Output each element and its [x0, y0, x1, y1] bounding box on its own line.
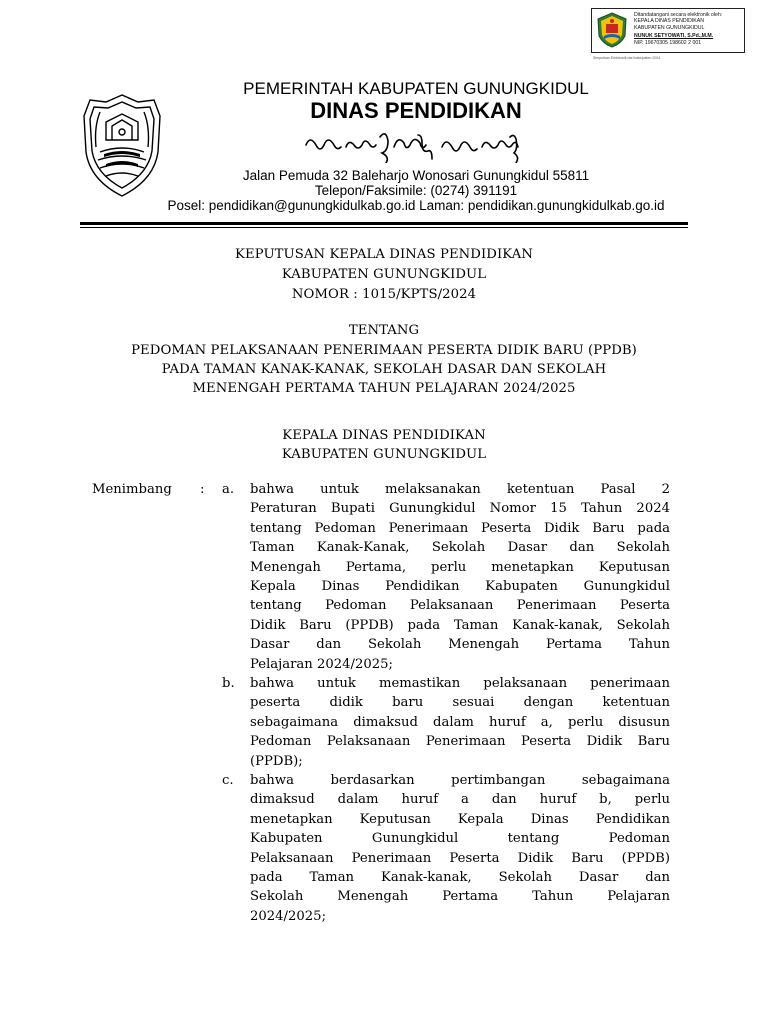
menimbang-label: Menimbang [92, 482, 172, 497]
government-name: PEMERINTAH KABUPATEN GUNUNGKIDUL [243, 79, 589, 98]
clause-text-line: bahwa untuk melaksanakan ketentuan Pasal 2 [250, 482, 670, 497]
clause-text-line: Pelajaran 2024/2025; [250, 656, 393, 672]
clause-letter: b. [222, 676, 235, 691]
decree-about-heading: TENTANG [348, 323, 420, 338]
office-address: Jalan Pemuda 32 Baleharjo Wonosari Gunungkidul 55811 [242, 168, 590, 183]
javanese-script-lettering [150, 123, 682, 163]
clause-text-line: Taman Kanak-Kanak, Sekolah Dasar dan Sekolah [250, 540, 670, 556]
decree-title-line-1: KEPUTUSAN KEPALA DINAS PENDIDIKAN [235, 247, 533, 262]
letterhead-divider-thick [80, 222, 688, 225]
clause-text-line: menetapkan Keputusan Kepala Dinas Pendidikan [250, 811, 670, 827]
clause-text-line: Sekolah Menengah Pertama Tahun Pelajaran [250, 889, 670, 905]
decree-title-line-2: KABUPATEN GUNUNGKIDUL [281, 267, 487, 282]
clause-text-line: pada Taman Kanak-kanak, Sekolah Dasar dan [250, 870, 670, 885]
clause-text-line: dimaksud dalam huruf a dan huruf b, perlu [250, 792, 670, 808]
decree-subject-line-1: PEDOMAN PELAKSANAAN PENERIMAAN PESERTA DIDIK BARU (PPDB) [131, 343, 637, 358]
signatory-name: NUNUK SETYOWATI, S.Pd.,M.M. [634, 33, 714, 40]
clause-text-line: Peraturan Bupati Gunungkidul Nomor 15 Tahun 2024 [250, 501, 670, 517]
office-email-website: Posel: pendidikan@gunungkidulkab.go.id Laman: pendidikan.gunungkidulkab.go.id [167, 198, 665, 213]
signature-line-2: KEPALA DINAS PENDIDIKAN [634, 18, 704, 25]
clause-text-line: Pedoman Pelaksanaan Penerimaan Peserta Didik Baru [250, 734, 670, 750]
clause-text-line: tentang Pedoman Pelaksanaan Penerimaan Peserta [250, 598, 670, 614]
office-phone: Telepon/Faksimile: (0274) 391191 [314, 183, 518, 198]
clause-text-line: 2024/2025; [250, 908, 327, 924]
signatory-nip: NIP. 19670305 198602 2 001 [634, 39, 702, 46]
decree-subject-line-2: PADA TAMAN KANAK-KANAK, SEKOLAH DASAR DAN SEKOLAH [161, 362, 607, 377]
signature-caption: Simpulkan Elektronik dari kabupaten 2024 [593, 56, 661, 60]
clause-letter: a. [222, 482, 235, 497]
signature-line-1: Ditandatangani secara elektronik oleh: [634, 12, 723, 18]
clause-text-line: peserta didik baru sesuai dengan ketentuan [250, 695, 670, 711]
clause-text-line: sebagaimana dimaksud dalam huruf a, perlu disusun [250, 714, 670, 730]
signature-line-3: KABUPATEN GUNUNGKIDUL [634, 24, 705, 31]
clause-letter: c. [222, 773, 234, 788]
clause-text-line: tentang Pedoman Penerimaan Peserta Didik Baru pada [250, 520, 670, 536]
clause-text-line: Didik Baru (PPDB) pada Taman Kanak-kanak, Sekolah [250, 617, 670, 633]
department-name: DINAS PENDIDIKAN [310, 98, 522, 123]
clause-text-line: Dasar dan Sekolah Menengah Pertama Tahun [250, 637, 670, 653]
letterhead-divider-thin [80, 227, 688, 228]
issuer-title-line-2: KABUPATEN GUNUNGKIDUL [281, 447, 487, 462]
decree-subject-line-3: MENENGAH PERTAMA TAHUN PELAJARAN 2024/2025 [192, 381, 576, 396]
clause-text-line: Menengah Pertama, perlu menetapkan Keputusan [250, 559, 670, 575]
clause-text-line: bahwa berdasarkan pertimbangan sebagaimana [250, 773, 670, 788]
menimbang-colon: : [200, 482, 205, 497]
clause-text-line: Kepala Dinas Pendidikan Kabupaten Gunungkidul [250, 579, 670, 594]
clause-text-line: bahwa untuk memastikan pelaksanaan penerimaan [250, 676, 670, 691]
clause-text-line: Kabupaten Gunungkidul tentang Pedoman [250, 831, 670, 847]
electronic-signature-box [591, 8, 745, 53]
clause-text-line: Pelaksanaan Penerimaan Peserta Didik Baru (PPDB) [250, 850, 670, 866]
regency-emblem-icon [596, 12, 628, 48]
decree-number: NOMOR : 1015/KPTS/2024 [291, 287, 477, 302]
clause-text-line: (PPDB); [250, 753, 303, 769]
issuer-title-line-1: KEPALA DINAS PENDIDIKAN [282, 428, 486, 443]
